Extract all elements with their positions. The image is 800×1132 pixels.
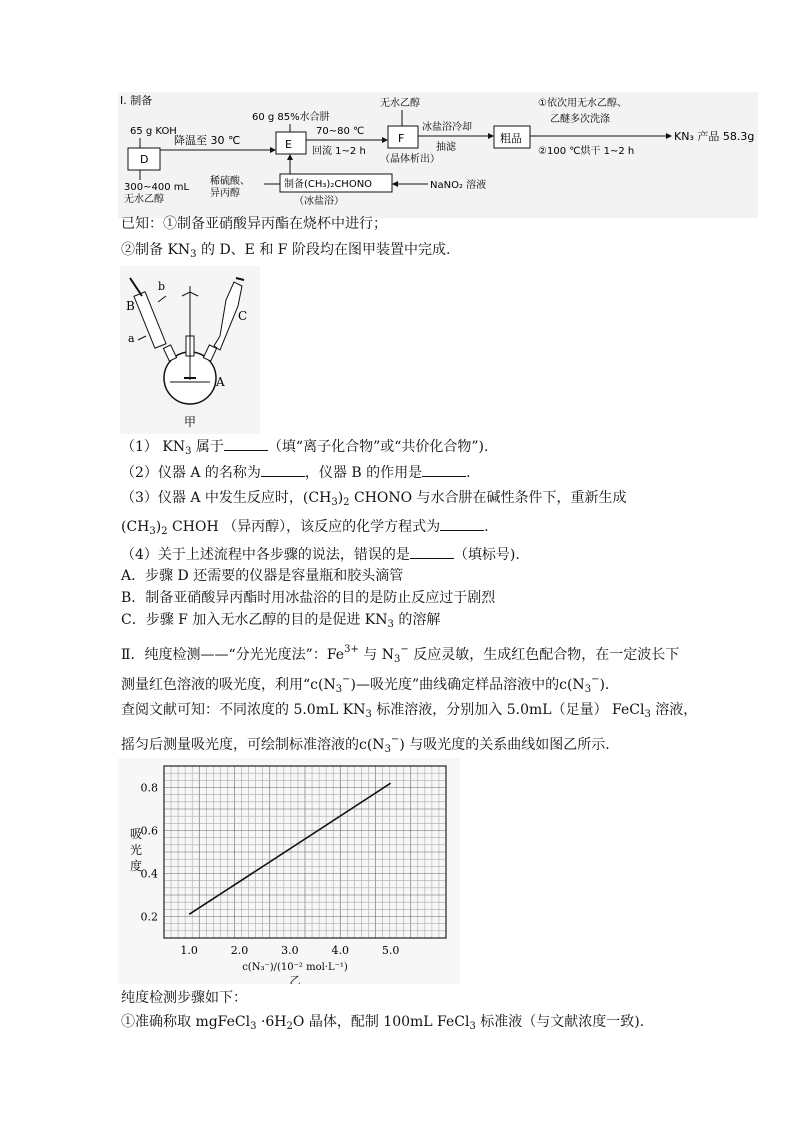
answer-blank-2a[interactable] bbox=[261, 462, 305, 477]
dry-label: ②100 ℃烘干 1~2 h bbox=[538, 146, 635, 157]
label-flask-a: A bbox=[216, 375, 225, 389]
y-axis-label: 光 bbox=[130, 843, 143, 857]
flow-chart bbox=[118, 92, 758, 218]
ef-top-label: 70~80 ℃ bbox=[316, 126, 365, 137]
step-d-label: D bbox=[140, 153, 149, 166]
prep-bottom-label: （冰盐浴） bbox=[294, 196, 344, 207]
apparatus-figure bbox=[120, 266, 260, 434]
prep-box-label: 制备(CH₃)₂CHONO bbox=[284, 179, 373, 190]
nano2-label: NaNO₂ 溶液 bbox=[430, 180, 487, 191]
d-top-label: 65 g KOH bbox=[130, 126, 177, 137]
question-3-line-2: $(CH_3)_2$ CHOH （异丙醇），该反应的化学方程式为 . bbox=[121, 516, 489, 542]
y-axis-label: 吸 bbox=[130, 827, 143, 841]
x-tick-label: 4.0 bbox=[331, 944, 349, 957]
product-label: KN₃ 产品 58.3g bbox=[674, 130, 755, 143]
fc-bottom-label: 抽滤 bbox=[436, 142, 456, 153]
f-bottom-label: （晶体析出） bbox=[380, 154, 440, 165]
d-bottom-label-2: 无水乙醇 bbox=[124, 194, 164, 205]
step-f-label: F bbox=[398, 132, 405, 145]
ef-bottom-label: 回流 1~2 h bbox=[312, 146, 366, 157]
apparatus-caption: 甲 bbox=[184, 415, 197, 429]
option-b: B．制备亚硝酸异丙酯时用冰盐浴的目的是防止反应过于剧烈 bbox=[121, 590, 496, 606]
x-tick-label: 2.0 bbox=[230, 944, 249, 957]
y-axis-label: 度 bbox=[130, 859, 143, 873]
label-b-small: b bbox=[158, 280, 166, 293]
known-2: ②制备 $KN_3$ 的 D、E 和 F 阶段均在图甲装置中完成. bbox=[121, 242, 451, 260]
y-tick-label: 0.4 bbox=[140, 867, 158, 881]
x-tick-label: 5.0 bbox=[381, 944, 400, 957]
part-label: Ⅰ. 制备 bbox=[120, 94, 153, 107]
answer-blank-4[interactable] bbox=[410, 544, 454, 559]
answer-blank-3[interactable] bbox=[440, 516, 484, 531]
part-2-line-3: 查阅文献可知：不同浓度的 5.0mL $KN_3$ 标准溶液，分别加入 5.0mL（足量） FeCl$_3$ 溶液， bbox=[121, 702, 698, 720]
chart-caption: 乙 bbox=[289, 974, 301, 984]
wash-label-2: 乙醚多次洗涤 bbox=[550, 114, 610, 125]
y-tick-label: 0.2 bbox=[140, 910, 158, 924]
part-2-line-1: Ⅱ．纯度检测——“分光光度法”：$Fe^{3+}$ 与 $N_3^-$ 反应灵敏，生成红色配合物，在一定波长下 bbox=[121, 644, 680, 665]
x-axis-label: c(N₃⁻)/(10⁻² mol·L⁻¹) bbox=[242, 962, 348, 973]
y-tick-label: 0.8 bbox=[140, 781, 158, 795]
fc-top-label: 冰盐浴冷却 bbox=[422, 122, 472, 133]
question-1: （1） $KN_3$ 属于 （填“离子化合物”或“共价化合物”). bbox=[121, 436, 488, 462]
part-2-line-2: 测量红色溶液的吸光度，利用“$c(N_3^-)—$吸光度”曲线确定样品溶液中的$c(N_3^-)$. bbox=[121, 674, 610, 695]
question-3-line-1: （3）仪器 A 中发生反应时，$(CH_3)_2$ CHONO 与水合肼在碱性条件下，重新生成 bbox=[121, 490, 627, 508]
step-e-label: E bbox=[285, 138, 292, 151]
f-top-label: 无水乙醇 bbox=[380, 98, 420, 109]
step-1: ①准确称取 mgFeCl$_3$ $\cdot 6H_2O$ 晶体，配制 100mL FeCl$_3$ 标准液（与文献浓度一致). bbox=[121, 1014, 645, 1032]
absorbance-chart bbox=[118, 758, 460, 984]
label-condenser-b: B bbox=[126, 299, 135, 313]
option-a: A．步骤 D 还需要的仪器是容量瓶和胶头滴管 bbox=[121, 568, 404, 584]
d-bottom-label-1: 300~400 mL bbox=[124, 182, 190, 193]
y-tick-label: 0.6 bbox=[140, 824, 158, 838]
question-2: （2）仪器 A 的名称为 ，仪器 B 的作用是 . bbox=[121, 462, 471, 483]
answer-blank-2b[interactable] bbox=[422, 462, 466, 477]
x-tick-label: 3.0 bbox=[281, 944, 299, 957]
known-1: 已知：①制备亚硝酸异丙酯在烧杯中进行； bbox=[121, 216, 387, 232]
steps-heading: 纯度检测步骤如下： bbox=[121, 990, 247, 1006]
part-2-line-4: 摇匀后测量吸光度，可绘制标准溶液的$c(N_3^-)$ 与吸光度的关系曲线如图乙所示. bbox=[121, 734, 610, 755]
prep-left-label-1: 稀硫酸、 bbox=[210, 176, 250, 187]
option-c: C．步骤 F 加入无水乙醇的目的是促进 $KN_3$ 的溶解 bbox=[121, 612, 441, 630]
x-tick-label: 1.0 bbox=[180, 944, 198, 957]
prep-left-label-2: 异丙醇 bbox=[210, 188, 240, 199]
arrow-de-label: 降温至 30 ℃ bbox=[174, 134, 241, 147]
e-top-label: 60 g 85%水合肼 bbox=[252, 112, 330, 123]
answer-blank-1[interactable] bbox=[224, 436, 268, 451]
label-a-small: a bbox=[128, 332, 135, 345]
question-4: （4）关于上述流程中各步骤的说法，错误的是 （填标号). bbox=[121, 544, 520, 565]
crude-label: 粗品 bbox=[500, 132, 522, 145]
wash-label-1: ①依次用无水乙醇、 bbox=[538, 98, 627, 109]
label-funnel-c: C bbox=[238, 309, 248, 323]
